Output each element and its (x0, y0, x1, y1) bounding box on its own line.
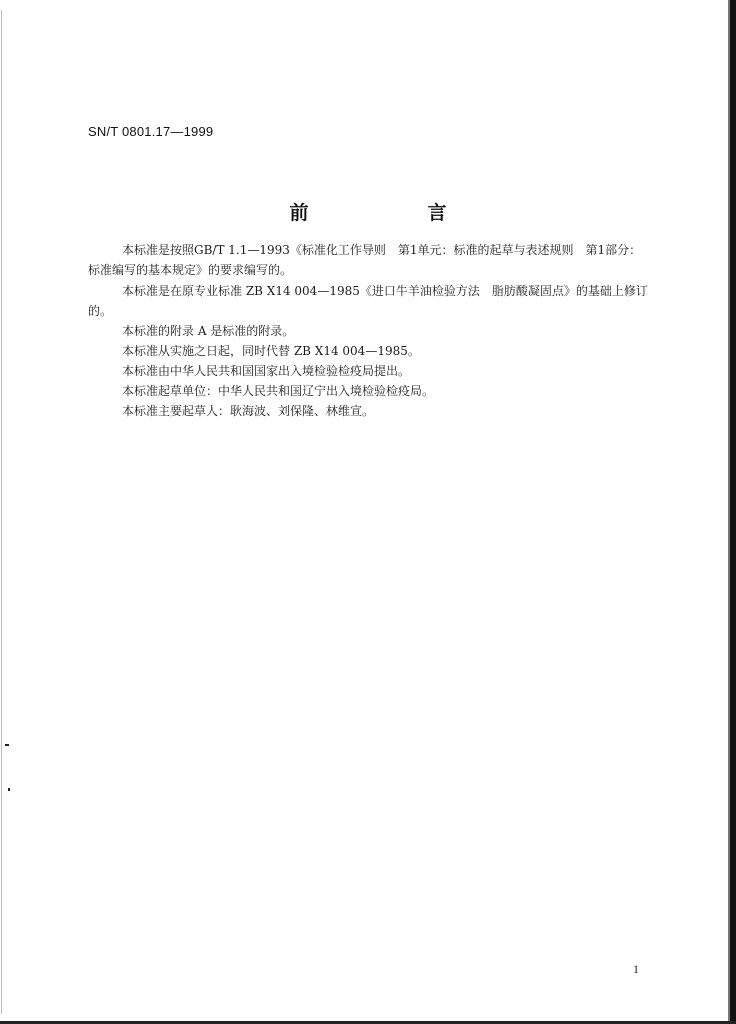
paragraph-line-2: 标准编写的基本规定》的要求编写的。 (88, 263, 293, 277)
page-number: 1 (633, 962, 639, 976)
paragraph-line-1: 本标准是按照GB/T 1.1—1993《标准化工作导则 第1单元：标准的起草与表述规则 第1部分： (122, 243, 642, 257)
scan-edge-left (1, 10, 2, 1014)
paragraph-line-6: 本标准从实施之日起，同时代替 ZB X14 004—1985。 (122, 344, 420, 358)
paragraph-line-3: 本标准是在原专业标准 ZB X14 004—1985《进口牛羊油检验方法 脂肪酸凝固点》的基础上修订 (122, 284, 648, 298)
scan-speck (5, 744, 9, 746)
paragraph-line-8: 本标准起草单位：中华人民共和国辽宁出入境检验检疫局。 (122, 384, 435, 398)
paragraph-line-9: 本标准主要起草人：耿海波、刘保隆、林维宣。 (122, 404, 375, 418)
scan-speck (8, 788, 10, 791)
standard-code-header: SN/T 0801.17—1999 (88, 124, 214, 139)
paragraph-line-7: 本标准由中华人民共和国国家出入境检验检疫局提出。 (122, 364, 411, 378)
paragraph-line-4: 的。 (88, 304, 113, 318)
foreword-title: 前 言 (289, 202, 497, 224)
scan-edge-right (730, 0, 736, 1024)
paragraph-line-5: 本标准的附录 A 是标准的附录。 (122, 324, 295, 338)
